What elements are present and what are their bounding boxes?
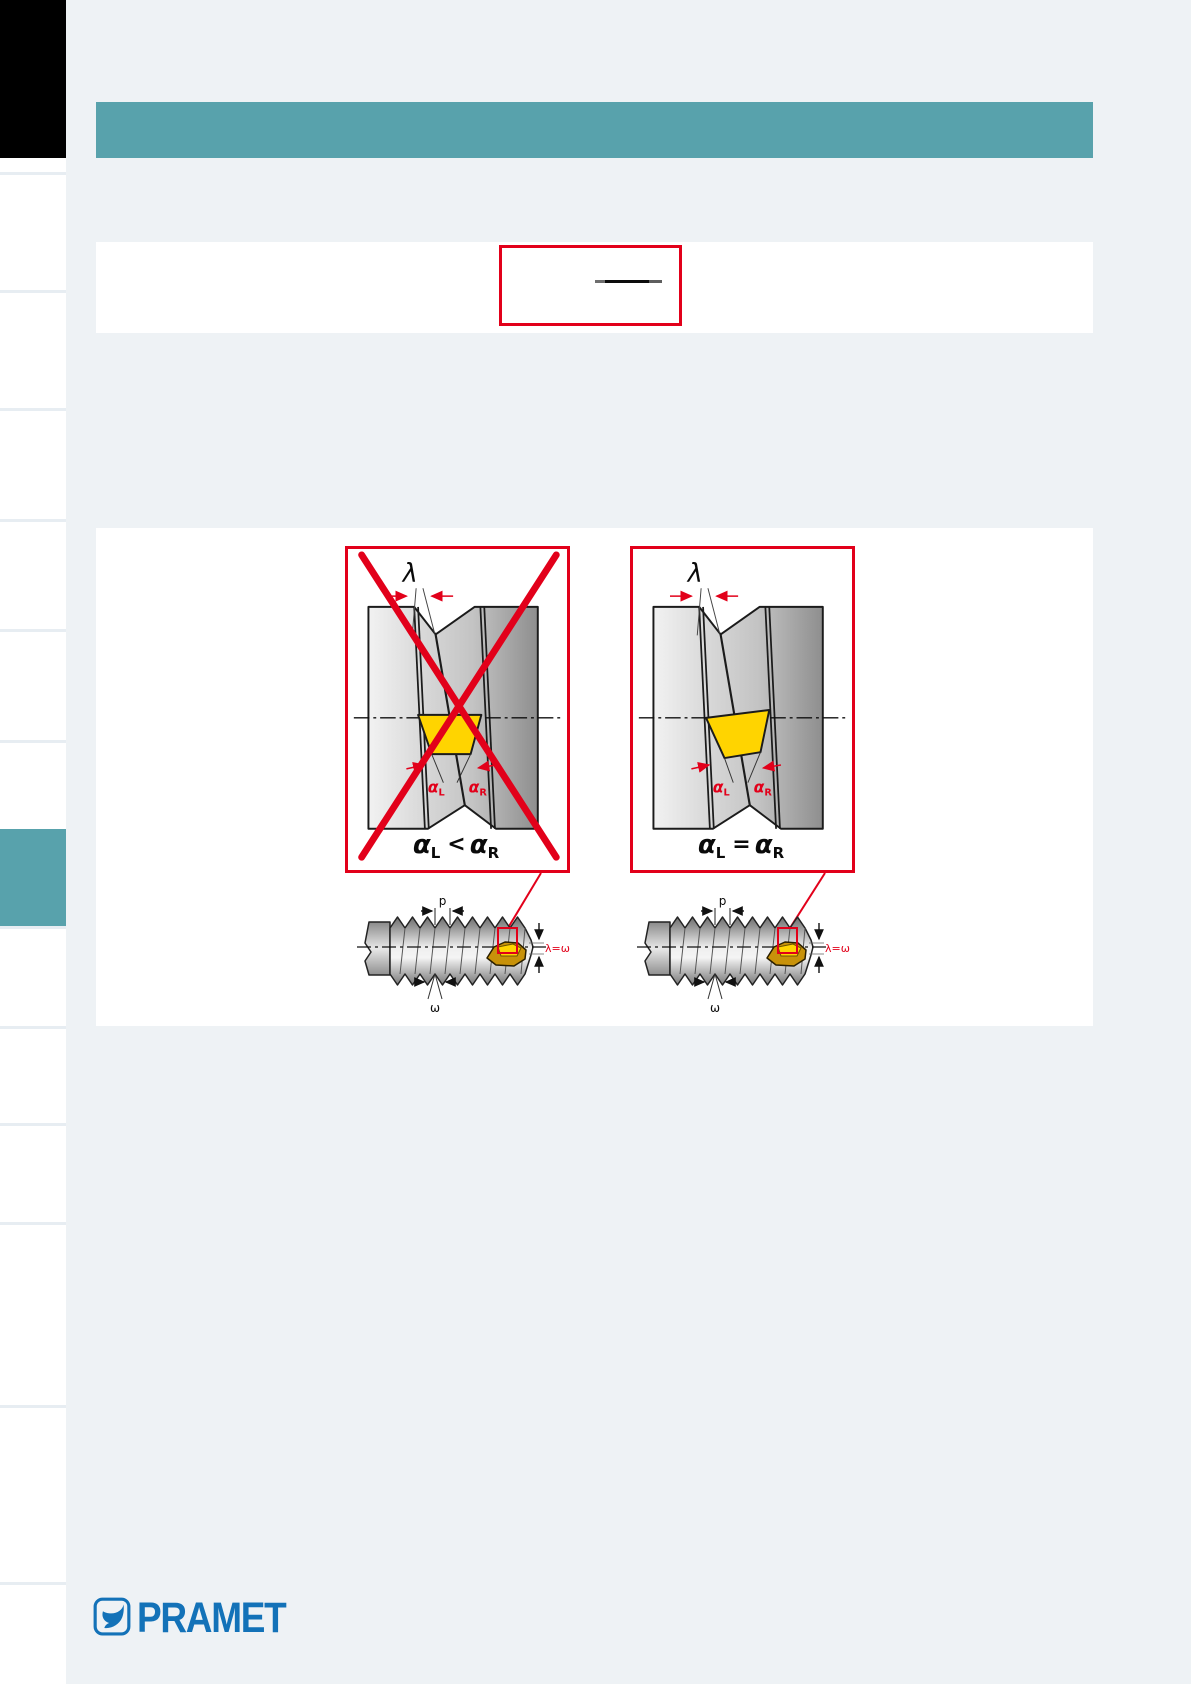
diagram-box-correct	[630, 546, 855, 873]
groove-section-drawing	[633, 549, 852, 870]
side-index-divider	[0, 740, 66, 743]
fraction-bar	[605, 280, 649, 283]
flank-angle-dimension	[694, 974, 736, 1015]
leader-lines	[96, 528, 1093, 1026]
side-index-divider	[0, 172, 66, 175]
groove-section-drawing	[348, 549, 567, 870]
side-index-divider	[0, 1026, 66, 1029]
omega-label: ω	[709, 1001, 721, 1015]
chapter-header-bar	[96, 102, 1093, 158]
pramet-logo	[93, 1596, 413, 1640]
caption-correct	[633, 830, 852, 862]
side-index-divider	[0, 629, 66, 632]
fraction-bar	[649, 280, 662, 283]
lambda-omega-label: λ=ω	[545, 942, 570, 955]
formula-highlight-box	[499, 245, 682, 326]
logo-mark-icon	[93, 1596, 131, 1636]
pitch-label: p	[718, 895, 727, 908]
subscript-l: L	[715, 844, 726, 862]
side-index-divider	[0, 290, 66, 293]
side-index-divider	[0, 1582, 66, 1585]
side-index-strip	[0, 158, 66, 1684]
subscript-r: R	[487, 844, 500, 862]
side-index-divider	[0, 1405, 66, 1408]
lambda-omega-label: λ=ω	[825, 942, 850, 955]
lambda-label: λ	[687, 557, 703, 588]
side-index-divider	[0, 1222, 66, 1225]
formula-strip	[96, 242, 1093, 333]
logo-wordmark: PRAMET	[137, 1594, 286, 1642]
subscript-l: L	[430, 844, 441, 862]
alpha-symbol: α	[697, 830, 716, 860]
lambda-label: λ	[402, 557, 418, 588]
alpha-symbol: α	[754, 830, 773, 860]
diagram-box-incorrect	[345, 546, 570, 873]
alpha-right-label: αR	[753, 777, 772, 799]
alpha-symbol: α	[469, 830, 488, 860]
alpha-symbol: α	[412, 830, 431, 860]
alpha-right-label: αR	[468, 777, 487, 799]
side-index-divider	[0, 408, 66, 411]
inclination-dimension	[529, 923, 570, 973]
threaded-screw-drawing	[355, 895, 585, 1020]
subscript-r: R	[772, 844, 785, 862]
side-index-divider	[0, 519, 66, 522]
diagram-panel	[96, 528, 1093, 1026]
threaded-screw-drawing	[635, 895, 865, 1020]
alpha-left-label: αL	[712, 777, 730, 799]
side-index-divider	[0, 926, 66, 929]
relation-symbol: =	[732, 832, 751, 857]
inclination-dimension	[809, 923, 850, 973]
relation-symbol: <	[447, 832, 466, 857]
flank-angle-dimension	[414, 974, 456, 1015]
corner-black-tab	[0, 0, 66, 158]
caption-incorrect	[348, 830, 567, 862]
side-index-divider	[0, 1123, 66, 1126]
omega-label: ω	[429, 1001, 441, 1015]
alpha-left-label: αL	[427, 777, 445, 799]
side-index-active-tab	[0, 829, 66, 926]
pitch-label: p	[438, 895, 447, 908]
